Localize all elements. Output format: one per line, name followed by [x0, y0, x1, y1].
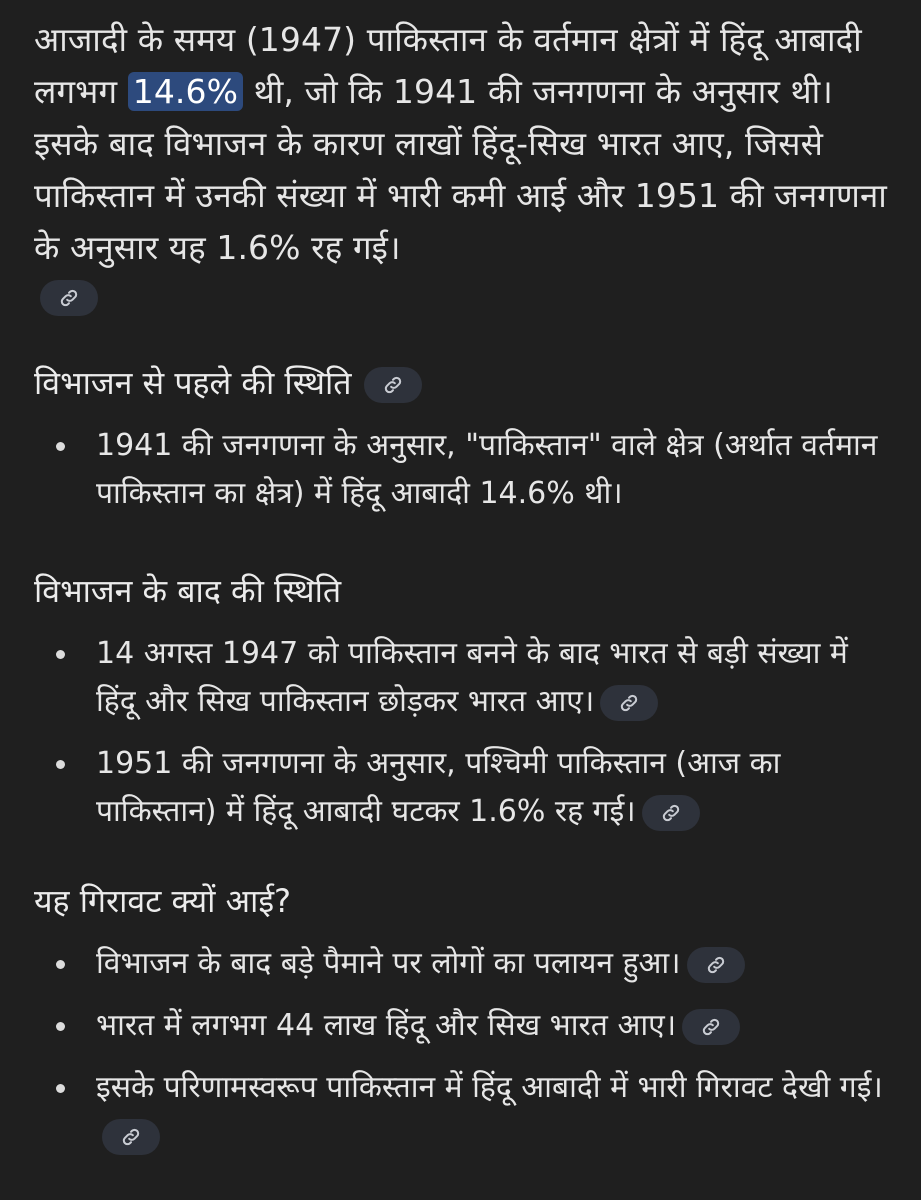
section-heading: यह गिरावट क्यों आई? [34, 882, 292, 920]
source-link-chip[interactable] [40, 280, 98, 316]
list-item: इसके परिणामस्वरूप पाकिस्तान में हिंदू आबादी में भारी गिरावट देखी गई। [34, 1064, 894, 1160]
source-link-chip[interactable] [600, 685, 658, 721]
link-icon [382, 374, 404, 396]
bullet-icon [56, 1084, 65, 1093]
link-icon [700, 1016, 722, 1038]
link-icon [58, 287, 80, 309]
intro-text-after: थी, जो कि 1941 की जनगणना के अनुसार थी। इसके बाद विभाजन के कारण लाखों हिंदू-सिख भारत आए, जिससे पाकिस्तान में उनकी संख्या में भारी कमी आई और 1951 की जनगणना के अनुसार यह 1.6% रह गई। [34, 72, 887, 267]
bullet-icon [56, 760, 65, 769]
list-item: विभाजन के बाद बड़े पैमाने पर लोगों का पलायन हुआ। [34, 940, 894, 988]
link-icon [120, 1126, 142, 1148]
highlighted-percentage[interactable]: 14.6% [128, 72, 243, 111]
section-after-partition [34, 568, 894, 836]
bullet-icon [56, 960, 65, 969]
section-why-decline [34, 878, 894, 1160]
source-link-chip[interactable] [642, 795, 700, 831]
list-item: 1941 की जनगणना के अनुसार, "पाकिस्तान" वाले क्षेत्र (अर्थात वर्तमान पाकिस्तान का क्षेत्र) में हिंदू आबादी 14.6% थी। [34, 422, 894, 518]
bullet-icon [56, 650, 65, 659]
bullet-list [34, 422, 894, 518]
bullet-icon [56, 1022, 65, 1031]
response-content [34, 14, 894, 1174]
bullet-list [34, 630, 894, 836]
section-heading: विभाजन से पहले की स्थिति [34, 360, 894, 406]
list-item: 1951 की जनगणना के अनुसार, पश्चिमी पाकिस्तान (आज का पाकिस्तान) में हिंदू आबादी घटकर 1.6% रह गई। [34, 740, 894, 836]
source-link-chip[interactable] [687, 947, 745, 983]
intro-text-before: आजादी के समय (1947) पाकिस्तान के वर्तमान क्षेत्रों में हिंदू आबादी लगभग [34, 20, 862, 111]
link-icon [705, 954, 727, 976]
link-icon [660, 802, 682, 824]
list-item: 14 अगस्त 1947 को पाकिस्तान बनने के बाद भारत से बड़ी संख्या में हिंदू और सिख पाकिस्तान छोड़कर भारत आए। [34, 630, 894, 726]
intro-paragraph [34, 14, 894, 274]
source-link-chip[interactable] [364, 367, 422, 403]
section-before-partition [34, 360, 894, 518]
section-heading: विभाजन के बाद की स्थिति [34, 572, 342, 610]
list-item: भारत में लगभग 44 लाख हिंदू और सिख भारत आए। [34, 1002, 894, 1050]
source-link-chip[interactable] [102, 1119, 160, 1155]
bullet-list [34, 940, 894, 1160]
bullet-icon [56, 442, 65, 451]
source-link-chip[interactable] [682, 1009, 740, 1045]
link-icon [618, 692, 640, 714]
